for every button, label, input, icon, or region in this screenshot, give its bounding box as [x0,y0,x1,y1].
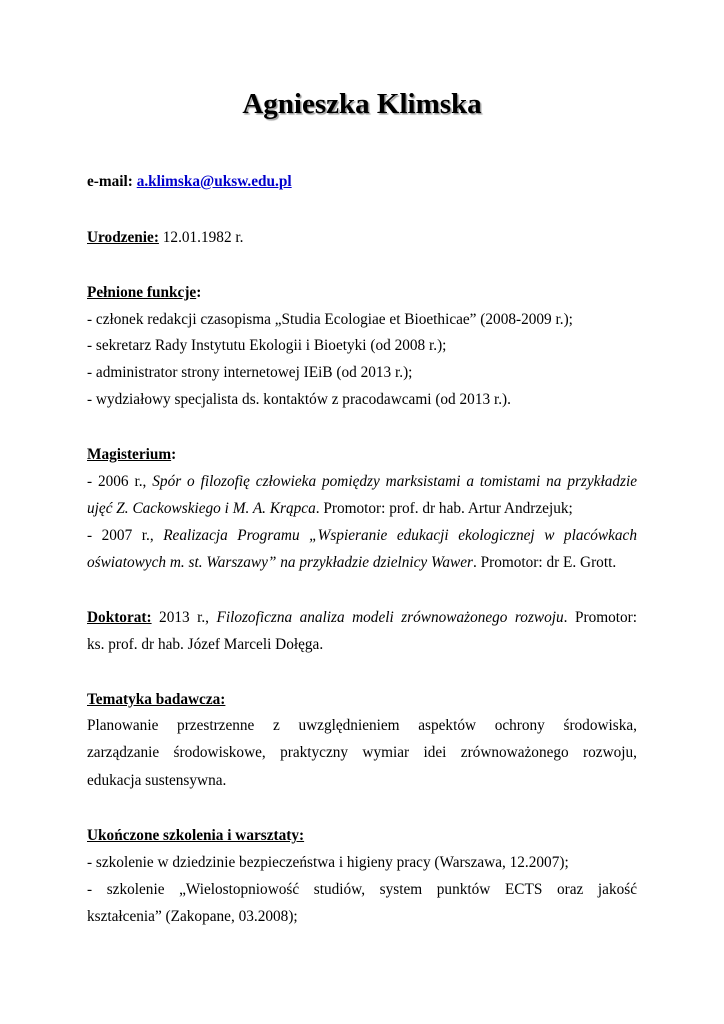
doctorate-label: Doktorat: [87,609,152,626]
research-line: zarządzanie środowiskowe, praktyczny wymiar idei zrównoważonego rozwoju, [87,744,637,761]
masters-heading-colon: : [171,446,177,463]
doctorate-line-2: ks. prof. dr hab. Józef Marceli Dołęga. [87,636,324,653]
birth-date: 12.01.1982 r. [162,229,244,246]
birth-label: Urodzenie: [87,229,159,246]
masters-entry-2-line-1 [87,526,637,546]
masters-entry-1-title-cont: ujęć Z. Cackowskiego i M. A. Krąpca [87,500,316,517]
masters-entry-1-line-2 [87,499,637,519]
research-line: edukacja sustensywna. [87,772,227,789]
research-heading [87,690,637,710]
function-item: - sekretarz Rady Instytutu Ekologii i Bioetyki (od 2008 r.); [87,337,447,354]
training-item: - szkolenie w dziedzinie bezpieczeństwa i higieny pracy (Warszawa, 12.2007); [87,854,569,871]
doctorate-year: 2013 r., [151,609,217,626]
person-name: Agnieszka Klimska [242,88,482,120]
functions-heading [87,283,637,303]
masters-entry-1-prefix: - 2006 r., [87,473,153,490]
masters-entry-1-line-1 [87,472,637,492]
masters-entry-2-title-cont: oświatowych m. st. Warszawy” na przykładzie dzielnicy Wawer [87,554,473,571]
research-line: Planowanie przestrzenne z uwzględnieniem aspektów ochrony środowiska, [87,717,637,734]
email-line [87,172,637,192]
doctorate-title: Filozoficzna analiza modeli zrównoważonego rozwoju [216,609,564,626]
masters-entry-2-prefix: - 2007 r., [87,527,164,544]
research-heading-text: Tematyka badawcza: [87,691,226,708]
masters-entry-1-promoter: . Promotor: prof. dr hab. Artur Andrzejuk; [315,500,573,517]
masters-entry-2-title: Realizacja Programu „Wspieranie edukacji ekologicznej w placówkach [163,527,637,544]
masters-entry-2-line-2 [87,553,637,573]
functions-heading-colon: : [196,284,202,301]
training-item-cont: kształcenia” (Zakopane, 03.2008); [87,908,298,925]
doctorate-promoter-label: . Promotor: [563,609,638,626]
function-item: - administrator strony internetowej IEiB (od 2013 r.); [87,364,413,381]
email-link[interactable]: a.klimska@uksw.edu.pl [136,173,292,190]
masters-heading-text: Magisterium [87,446,172,463]
training-item: - szkolenie „Wielostopniowość studiów, system punktów ECTS oraz jakość [87,881,637,898]
function-item: - wydziałowy specjalista ds. kontaktów z pracodawcami (od 2013 r.). [87,391,511,408]
doctorate-line-1 [87,608,637,628]
function-item: - członek redakcji czasopisma „Studia Ecologiae et Bioethicae” (2008-2009 r.); [87,311,573,328]
training-heading [87,826,637,846]
masters-entry-2-promoter: . Promotor: dr E. Grott. [472,554,617,571]
masters-entry-1-title: Spór o filozofię człowieka pomiędzy marksistami a tomistami na przykładzie [152,473,637,490]
masters-heading [87,445,637,465]
email-label: e-mail: [87,173,133,190]
training-heading-text: Ukończone szkolenia i warsztaty: [87,827,305,844]
birth-line [87,228,637,248]
functions-heading-text: Pełnione funkcje [87,284,197,301]
